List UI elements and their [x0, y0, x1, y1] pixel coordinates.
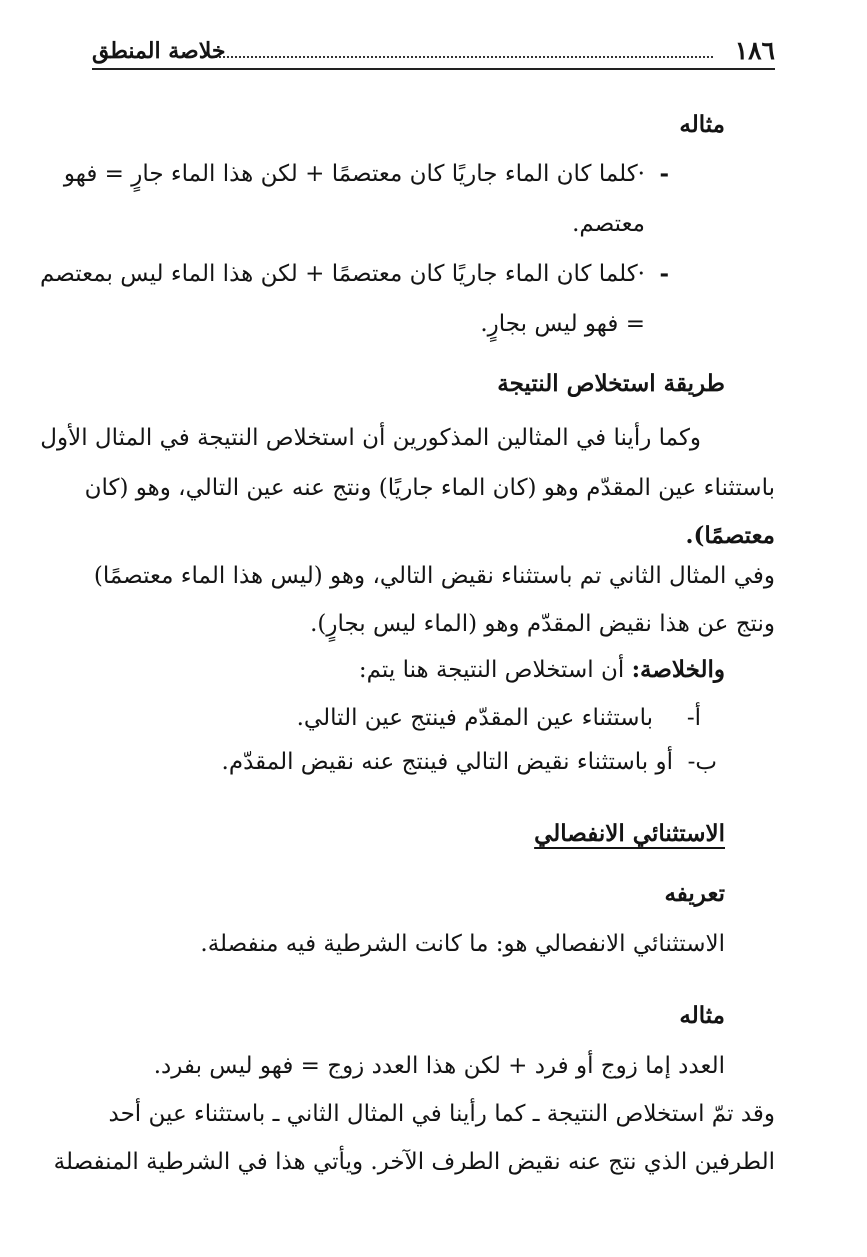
list-marker: - [659, 160, 669, 187]
example-heading: مثاله [679, 111, 725, 138]
example-item-line: = فهو ليس بجارٍ. [480, 311, 645, 337]
page-number: ١٨٦ [734, 36, 775, 65]
section-title: الاستثنائي الانفصالي [534, 820, 725, 847]
paragraph-line: وكما رأينا في المثالين المذكورين أن استخلاص النتيجة في المثال الأول [40, 425, 701, 451]
example-item-line: ·كلما كان الماء جاريًا كان معتصمًا + لكن هذا الماء ليس بمعتصم [39, 261, 645, 287]
example-item-line: ·كلما كان الماء جاريًا كان معتصمًا + لكن هذا الماء جارٍ = فهو [63, 161, 645, 187]
definition-text: الاستثنائي الانفصالي هو: ما كانت الشرطية فيه منفصلة. [200, 931, 725, 957]
running-title: خلاصة المنطق [92, 38, 226, 64]
definition-heading: تعريفه [664, 880, 725, 907]
paragraph-line: معتصمًا). [685, 522, 775, 549]
option-marker: ب- [687, 749, 717, 775]
option-text: باستثناء عين المقدّم فينتج عين التالي. [296, 705, 653, 731]
summary-label: والخلاصة: [631, 656, 725, 683]
summary-line [359, 652, 725, 688]
running-header [92, 34, 775, 70]
paragraph-line: باستثناء عين المقدّم وهو (كان الماء جاريًا) ونتج عنه عين التالي، وهو (كان [84, 475, 775, 501]
example-item-line: معتصم. [572, 211, 645, 237]
paragraph-line: وقد تمّ استخلاص النتيجة ـ كما رأينا في المثال الثاني ـ باستثناء عين أحد [108, 1101, 775, 1127]
option-marker: أ- [686, 705, 701, 731]
summary-text: أن استخلاص النتيجة هنا يتم: [358, 657, 625, 683]
example-text: العدد إما زوج أو فرد + لكن هذا العدد زوج = فهو ليس بفرد. [153, 1053, 725, 1079]
option-text: أو باستثناء نقيض التالي فينتج عنه نقيض المقدّم. [221, 749, 673, 775]
example-heading: مثاله [679, 1002, 725, 1029]
paragraph-line: الطرفين الذي نتج عنه نقيض الطرف الآخر. ويأتي هذا في الشرطية المنفصلة [53, 1149, 775, 1175]
list-marker: - [659, 260, 669, 287]
paragraph-line: وفي المثال الثاني تم باستثناء نقيض التالي، وهو (ليس هذا الماء معتصمًا) [93, 563, 775, 589]
section-heading: طريقة استخلاص النتيجة [497, 370, 725, 397]
header-dot-leader [210, 56, 713, 58]
paragraph-line: ونتج عن هذا نقيض المقدّم وهو (الماء ليس بجارٍ). [310, 611, 775, 637]
